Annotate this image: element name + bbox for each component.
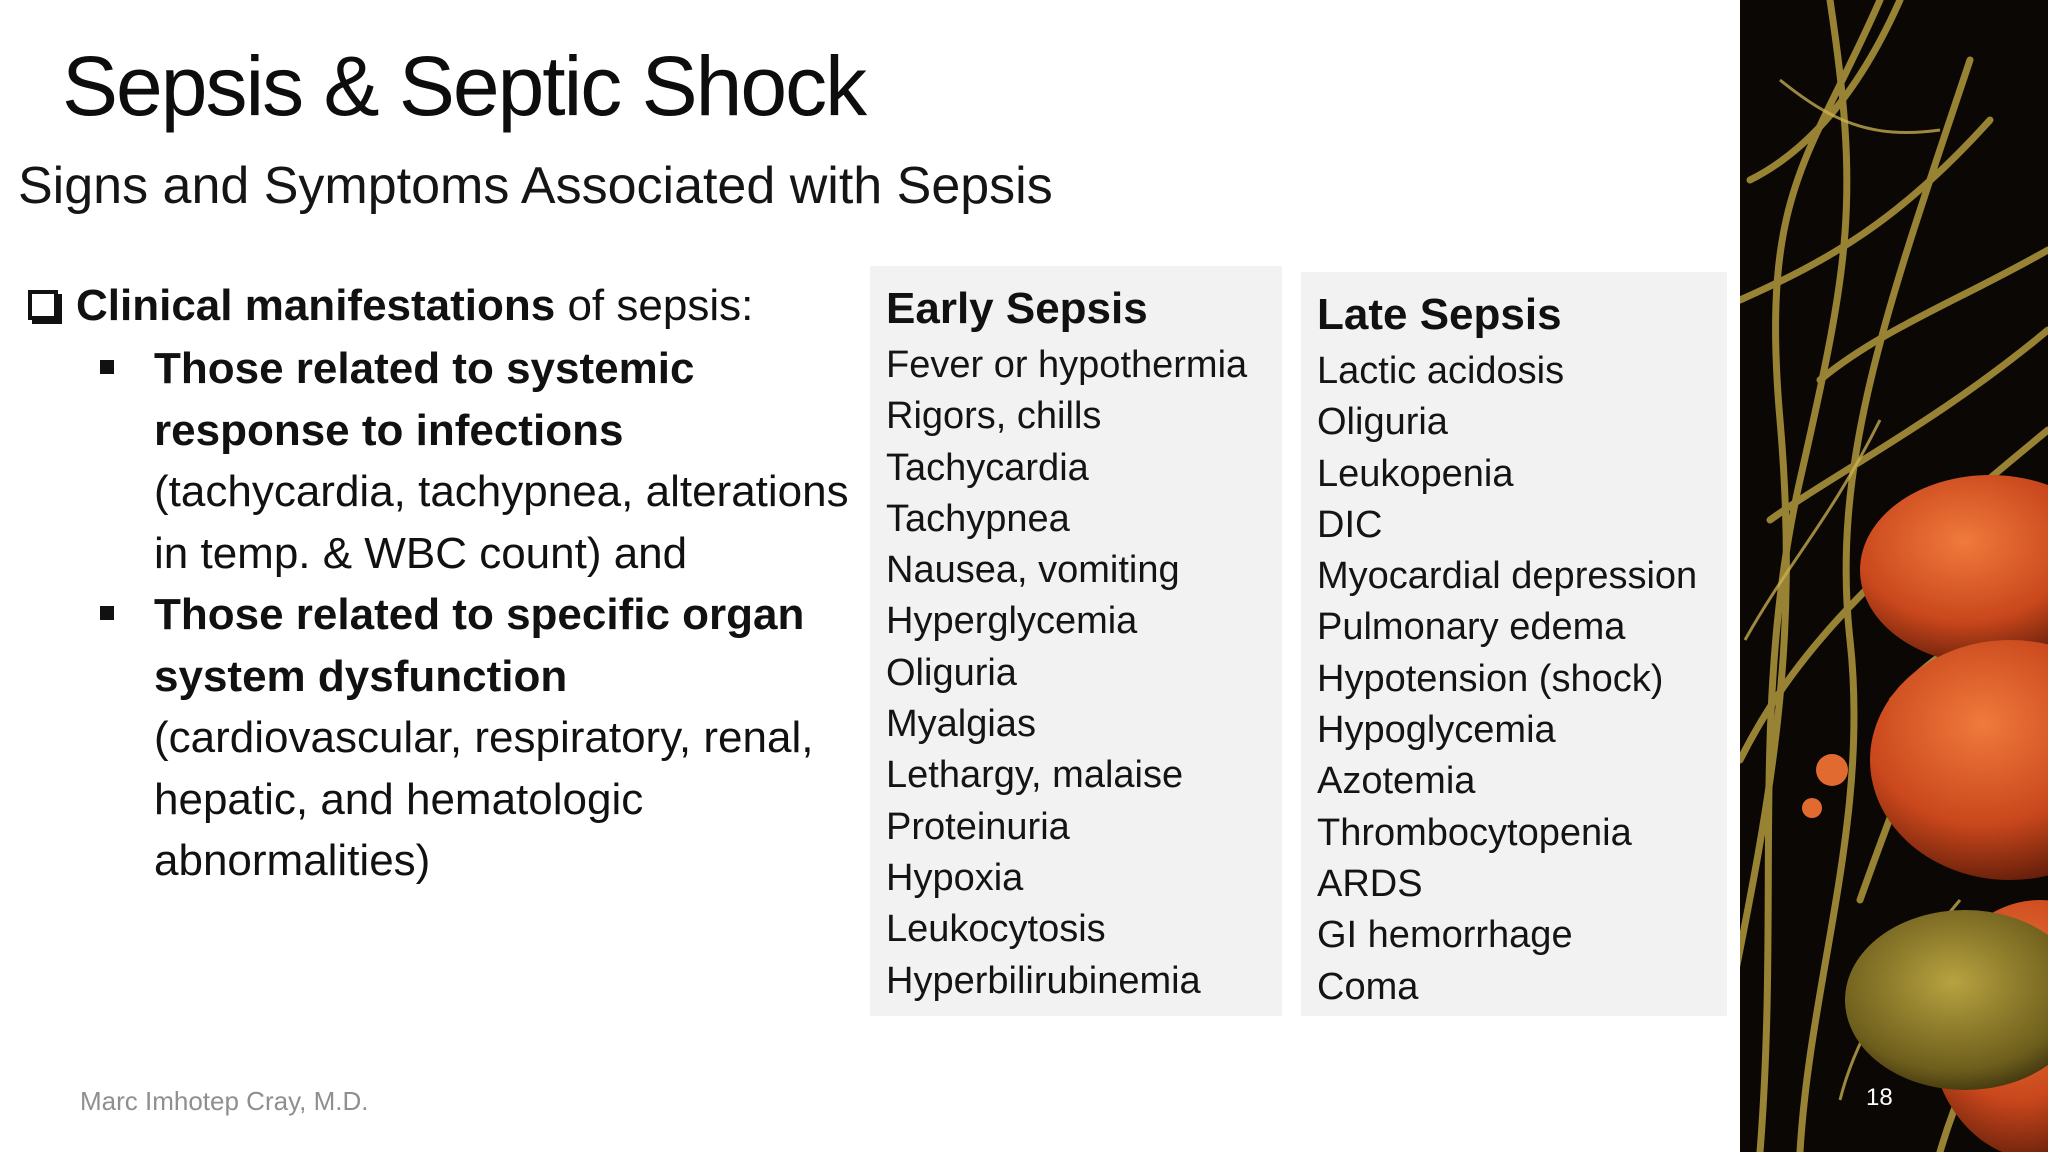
list-item: Fever or hypothermia — [886, 344, 1248, 386]
list-item: Hypotension (shock) — [1317, 657, 1664, 700]
list-item: Tachypnea — [886, 497, 1070, 540]
page-number: 18 — [1866, 1084, 1893, 1111]
list-item: Oliguria — [886, 651, 1017, 694]
micrograph-illustration — [1740, 0, 2048, 1152]
main-bullet-text: of sepsis: — [555, 281, 754, 330]
list-item: Leukopenia — [1317, 452, 1514, 495]
checkbox-bullet-icon — [28, 290, 58, 320]
footer-author: Marc Imhotep Cray, M.D. — [80, 1086, 369, 1116]
list-item: Pulmonary edema — [1317, 606, 1626, 649]
list-item: DIC — [1317, 503, 1383, 546]
sub-bullet-strong: Those related to specific organ system dysfunction — [154, 590, 805, 701]
square-bullet-icon — [100, 606, 114, 620]
bacteria-micrograph-image — [1740, 0, 2048, 1152]
list-item: Azotemia — [1317, 760, 1476, 803]
list-item: Lethargy, malaise — [886, 754, 1184, 797]
sub-bullet-organ — [22, 584, 872, 892]
late-sepsis-title: Late Sepsis — [1317, 290, 1562, 339]
late-sepsis-panel — [1301, 272, 1727, 1016]
list-item: Hyperbilirubinemia — [886, 959, 1201, 1002]
list-item: Thrombocytopenia — [1317, 811, 1632, 854]
sub-bullet-detail: (tachycardia, tachypnea, alterations in temp. & WBC count) and — [154, 467, 849, 578]
sub-bullet-systemic — [22, 338, 872, 584]
sub-bullet-list — [22, 338, 872, 892]
early-sepsis-panel — [870, 266, 1282, 1016]
early-sepsis-list — [886, 340, 1282, 1007]
list-item: Hyperglycemia — [886, 600, 1138, 643]
list-item: GI hemorrhage — [1317, 914, 1573, 957]
slide-subtitle: Signs and Symptoms Associated with Sepsis — [18, 157, 1053, 215]
list-item: Hypoglycemia — [1317, 709, 1556, 752]
slide-title: Sepsis & Septic Shock — [62, 39, 866, 133]
sub-bullet-detail: (cardiovascular, respiratory, renal, hepatic, and hematologic abnormalities) — [154, 713, 814, 885]
main-bullet — [22, 276, 872, 336]
list-item: Rigors, chills — [886, 395, 1102, 438]
list-item: Tachycardia — [886, 446, 1089, 489]
early-sepsis-title: Early Sepsis — [886, 284, 1148, 333]
late-sepsis-list — [1317, 346, 1727, 1013]
list-item: Lactic acidosis — [1317, 350, 1565, 392]
list-item: Hypoxia — [886, 856, 1024, 899]
main-bullet-bold: Clinical manifestations — [76, 281, 556, 330]
list-item: Coma — [1317, 965, 1419, 1008]
square-bullet-icon — [100, 360, 114, 374]
list-item: Leukocytosis — [886, 908, 1106, 951]
list-item: Myocardial depression — [1317, 555, 1698, 598]
list-item: Oliguria — [1317, 401, 1448, 444]
list-item: Proteinuria — [886, 805, 1070, 848]
list-item: Nausea, vomiting — [886, 549, 1180, 592]
sub-bullet-strong: Those related to systemic response to infections — [154, 344, 695, 455]
clinical-manifestations-block — [22, 276, 872, 892]
list-item: ARDS — [1317, 862, 1423, 905]
list-item: Myalgias — [886, 703, 1036, 746]
